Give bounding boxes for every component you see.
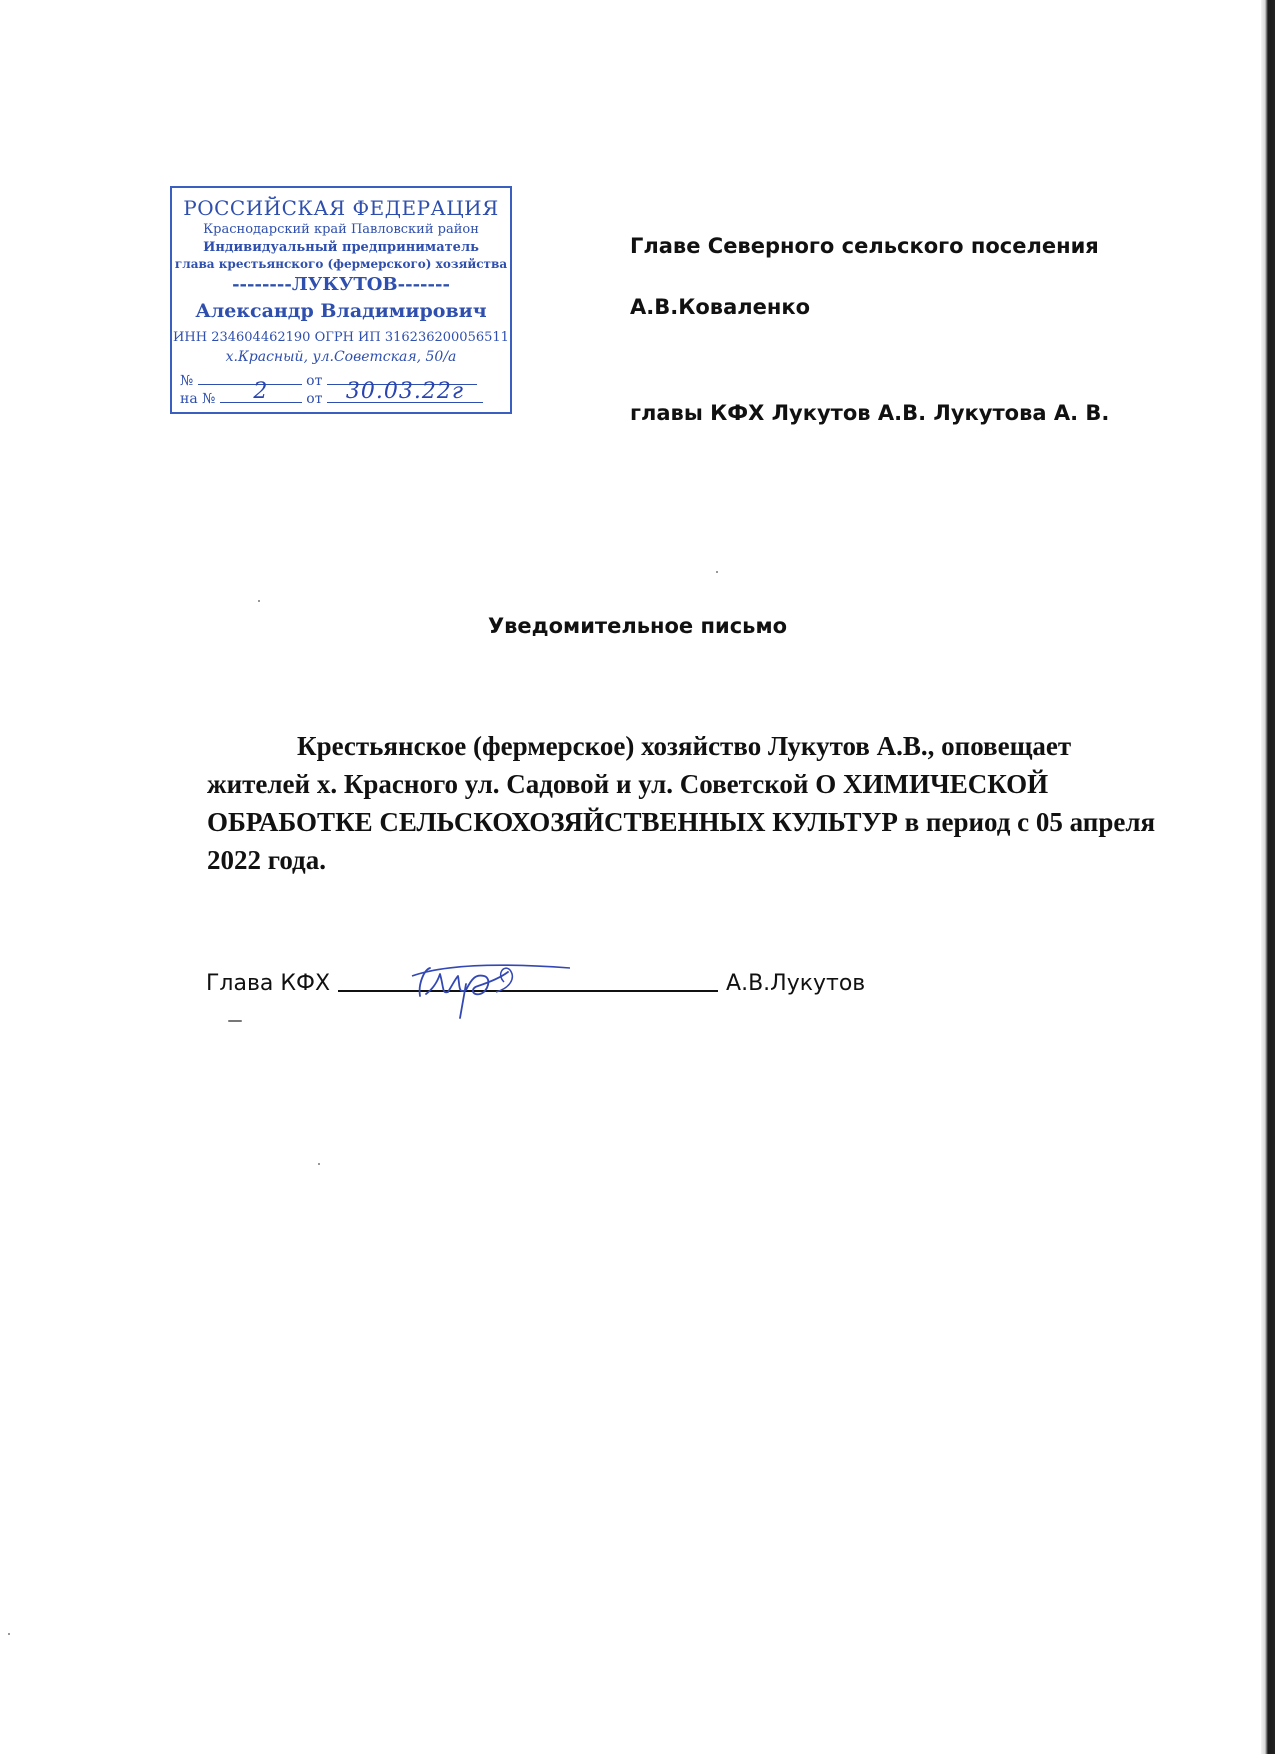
scan-speck: [716, 571, 718, 573]
stamp-ref-no-value: 2: [253, 379, 269, 404]
scan-speck: [8, 1633, 10, 1635]
scan-speck: [258, 600, 260, 602]
sender-line: главы КФХ Лукутов А.В. Лукутова А. В.: [630, 401, 1110, 425]
stamp-entity-type: Индивидуальный предприниматель: [203, 240, 479, 255]
stamp-region: Краснодарский край Павловский район: [203, 222, 479, 237]
stamp-role: глава крестьянского (фермерского) хозяйства: [174, 257, 508, 271]
addressee-name: А.В.Коваленко: [630, 295, 811, 319]
stamp-ref-date-field: [327, 379, 483, 404]
signature-label: Глава КФХ: [206, 971, 331, 996]
scan-edge: [1261, 0, 1275, 1754]
stamp-tax-ids: ИНН 234604462190 ОГРН ИП 316236200056511: [173, 330, 509, 345]
stamp-ref-from-label: от: [306, 391, 323, 407]
stamp-surname: --------ЛУКУТОВ-------: [232, 274, 450, 295]
stamp-reference-row: [180, 379, 483, 407]
stamp-address: х.Красный, ул.Советская, 50/а: [225, 349, 457, 365]
stamp: [170, 186, 512, 414]
notice-body: Крестьянское (фермерское) хозяйство Лукутов А.В., оповещает жителей х. Красного ул. Садовой и ул. Советской О ХИМИЧЕСКОЙ ОБРАБОТКЕ СЕЛЬСКОХОЗЯЙСТВЕННЫХ КУЛЬТУР в период с 05 апреля 2022 года.: [207, 731, 1156, 875]
stamp-ref-date-value: 30.03.22г: [345, 379, 464, 404]
scan-speck: [318, 1163, 320, 1165]
stamp-from-label: от: [306, 373, 323, 389]
addressee-position: Главе Северного сельского поселения: [630, 234, 1099, 258]
signature-name: А.В.Лукутов: [726, 971, 866, 996]
document-title: Уведомительное письмо: [487, 614, 788, 638]
stamp-ref-no-field: [220, 379, 302, 404]
handwritten-signature-icon: [400, 948, 580, 1020]
scan-speck: [228, 1020, 242, 1022]
stamp-country: РОССИЙСКАЯ ФЕДЕРАЦИЯ: [183, 196, 499, 220]
stamp-full-name: Александр Владимирович: [195, 300, 487, 322]
stamp-no-label: №: [180, 373, 194, 389]
stamp-ref-no-label: на №: [180, 391, 216, 407]
